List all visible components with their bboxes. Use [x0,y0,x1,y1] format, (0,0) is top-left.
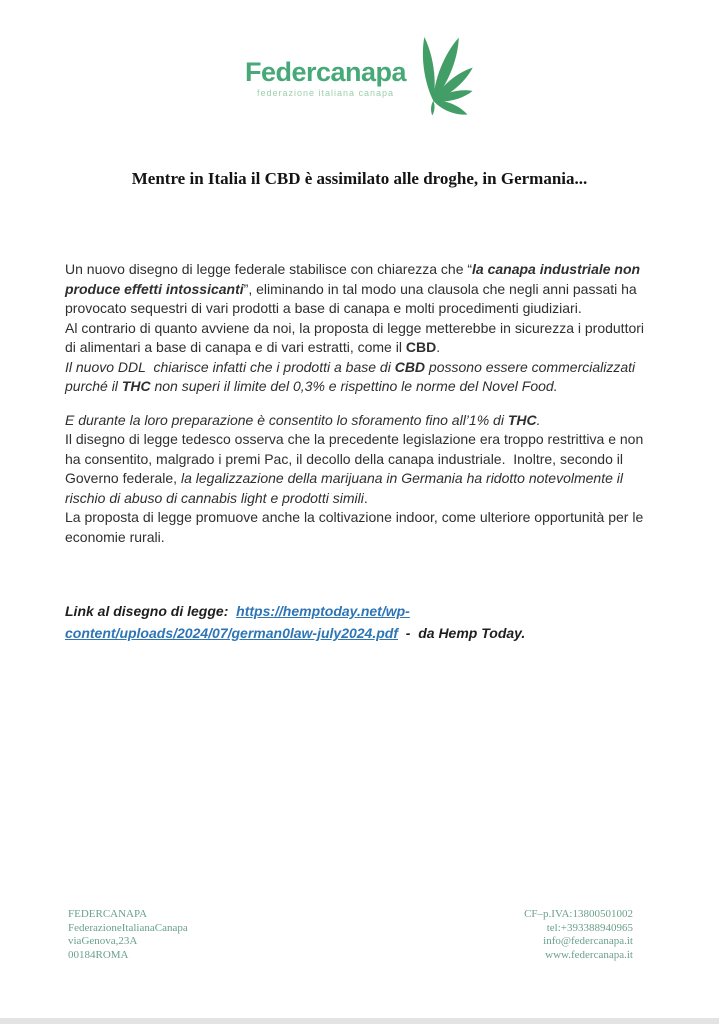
footer-line: 00184ROMA [68,948,129,961]
text-run: ”, eliminando in tal modo una clausola che negli anni passati ha provocato sequestri di vari prodotti a base di canapa e molti procedimenti giudiziari. [65,280,641,316]
document-body [65,260,655,547]
text-run: Un nuovo disegno di legge federale stabilisce con chiarezza che “ [65,261,473,277]
text-run: - da Hemp Today. [398,625,526,641]
document-title: Mentre in Italia il CBD è assimilato alle droghe, in Germania... [131,169,588,188]
hemp-leaf-icon [402,29,494,121]
text-run: non superi il limite del 0,3% e rispettino le norme del Novel Food. [150,378,558,394]
page-bottom-edge [0,1018,719,1024]
text-run: CBD [394,358,426,375]
page-footer [68,908,633,962]
text-run: . [536,411,541,428]
paragraph [65,411,655,431]
paragraph [65,319,655,358]
logo-tagline: federazione italiana canapa [256,88,395,98]
footer-line: FederazioneItalianaCanapa [68,921,188,934]
text-run: Link al disegno di legge: [65,603,237,619]
paragraph [65,358,655,397]
text-run: Il nuovo DDL chiarisce infatti che i prodotti a base di [65,358,395,375]
text-run: . [363,489,368,506]
link-paragraph [65,600,655,644]
footer-line: www.federcanapa.it [545,948,633,961]
text-run: . [436,339,441,355]
text-run: THC [507,411,537,428]
footer-contacts [524,908,633,962]
text-run: E durante la loro preparazione è consentito lo sforamento fino all’1% di [65,411,508,428]
logo-name: Federcanapa [244,57,407,87]
text-run: la legalizzazione della marijuana in Germania ha ridotto notevolmente il rischio di abuso di cannabis light e prodotti simili [65,470,627,506]
text-run: Il disegno di legge tedesco osserva che la precedente legislazione era troppo restrittiva e non ha consentito, malgrado i premi Pac, il decollo della canapa industriale. Inoltre, secondo il Governo federale, [65,431,648,486]
footer-address [68,908,188,962]
text-run: THC [121,378,151,394]
paragraph [65,260,655,319]
text-run: La proposta di legge promuove anche la coltivazione indoor, come ulteriore opportunità per le economie rurali. [65,509,648,545]
footer-line: tel:+393388940965 [546,921,633,934]
federcanapa-logo [10,34,719,122]
footer-line: FEDERCANAPA [68,908,148,920]
text-run: la canapa industriale non produce effetti intossicanti [65,261,644,297]
paragraph [65,430,655,508]
document-link[interactable]: https://hemptoday.net/wp-content/uploads/2024/07/german0law-july2024.pdf [65,603,410,641]
text-run: possono essere commercializzati purché il [65,358,640,394]
logo-text-block [245,58,406,98]
footer-line: viaGenova,23A [68,935,138,947]
footer-line: CF–p.IVA:13800501002 [524,908,633,920]
footer-line: info@federcanapa.it [543,935,633,947]
paragraph [65,508,655,547]
text-run: Al contrario di quanto avviene da noi, la proposta di legge metterebbe in sicurezza i produttori di alimentari a base di canapa e di vari estratti, come il [65,319,648,355]
text-run: CBD [405,339,437,355]
